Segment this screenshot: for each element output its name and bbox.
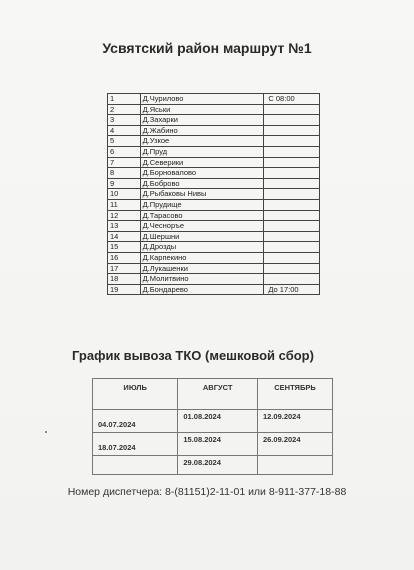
row-number: 3 <box>108 115 141 126</box>
schedule-header-row <box>93 379 333 410</box>
village-name: Д.Бондарево <box>140 284 264 295</box>
village-name: Д.Жабино <box>140 125 264 136</box>
village-name: Д.Тарасово <box>140 210 264 221</box>
date-september-1: 12.09.2024 <box>262 412 301 421</box>
table-row <box>108 125 320 136</box>
schedule-cell <box>93 410 178 433</box>
table-row <box>108 284 320 295</box>
time-cell <box>264 157 320 168</box>
row-number: 10 <box>108 189 141 200</box>
table-row <box>108 252 320 263</box>
schedule-row <box>93 410 333 433</box>
time-cell <box>264 242 320 253</box>
time-cell <box>264 221 320 232</box>
schedule-cell <box>178 456 258 475</box>
village-name: Д.Лукашенки <box>140 263 264 274</box>
date-august-2: 15.08.2024 <box>183 435 221 444</box>
schedule-row <box>93 456 333 475</box>
village-name: Д.Карпекино <box>140 252 264 263</box>
time-cell <box>264 263 320 274</box>
time-cell <box>264 210 320 221</box>
schedule-row <box>93 433 333 456</box>
table-row <box>108 199 320 210</box>
table-row <box>108 115 320 126</box>
time-cell <box>264 178 320 189</box>
route-table <box>107 93 320 295</box>
time-cell <box>264 104 320 115</box>
time-cell <box>264 168 320 179</box>
row-number: 12 <box>108 210 141 221</box>
date-july-1: 04.07.2024 <box>98 420 136 429</box>
row-number: 18 <box>108 274 141 285</box>
table-row <box>108 178 320 189</box>
date-august-1: 01.08.2024 <box>183 412 221 421</box>
schedule-cell <box>178 433 258 456</box>
time-cell <box>264 274 320 285</box>
village-name: Д.Прудище <box>140 199 264 210</box>
table-row <box>108 136 320 147</box>
table-row <box>108 104 320 115</box>
time-cell <box>264 199 320 210</box>
row-number: 16 <box>108 252 141 263</box>
date-july-2: 18.07.2024 <box>98 443 136 452</box>
table-row <box>108 221 320 232</box>
row-number: 4 <box>108 125 141 136</box>
village-name: Д.Пруд <box>140 146 264 157</box>
table-row <box>108 146 320 157</box>
time-cell <box>264 252 320 263</box>
village-name: Д.Захарки <box>140 115 264 126</box>
table-row <box>108 168 320 179</box>
row-number: 1 <box>108 94 141 105</box>
date-august-3: 29.08.2024 <box>183 458 221 467</box>
row-number: 6 <box>108 146 141 157</box>
schedule-table <box>92 378 333 475</box>
scan-speck <box>45 431 47 433</box>
page-title: Усвятский район маршрут №1 <box>102 40 312 56</box>
time-cell <box>264 115 320 126</box>
time-cell <box>264 136 320 147</box>
time-cell <box>264 231 320 242</box>
dispatcher-phone: Номер диспетчера: 8-(81151)2-11-01 или 8-911-377-18-88 <box>67 486 347 498</box>
table-row <box>108 231 320 242</box>
village-name: Д.Борновалово <box>140 168 264 179</box>
header-september: СЕНТЯБРЬ <box>257 379 332 410</box>
header-august: АВГУСТ <box>178 379 258 410</box>
time-cell: До 17:00 <box>264 284 320 295</box>
row-number: 8 <box>108 168 141 179</box>
schedule-cell <box>257 456 332 475</box>
row-number: 14 <box>108 231 141 242</box>
row-number: 7 <box>108 157 141 168</box>
row-number: 11 <box>108 199 141 210</box>
row-number: 2 <box>108 104 141 115</box>
table-row <box>108 94 320 105</box>
table-row <box>108 157 320 168</box>
row-number: 15 <box>108 242 141 253</box>
village-name: Д.Молитвино <box>140 274 264 285</box>
table-row <box>108 242 320 253</box>
row-number: 17 <box>108 263 141 274</box>
date-september-2: 26.09.2024 <box>262 435 301 444</box>
time-cell <box>264 146 320 157</box>
time-cell <box>264 125 320 136</box>
schedule-cell <box>93 456 178 475</box>
village-name: Д.Узкое <box>140 136 264 147</box>
village-name: Д.Рыбаковы Нивы <box>140 189 264 200</box>
time-cell <box>264 189 320 200</box>
village-name: Д.Чесноръе <box>140 221 264 232</box>
village-name: Д.Северики <box>140 157 264 168</box>
village-name: Д.Шершни <box>140 231 264 242</box>
table-row <box>108 210 320 221</box>
table-row <box>108 274 320 285</box>
table-row <box>108 263 320 274</box>
schedule-cell <box>257 410 332 433</box>
schedule-cell <box>93 433 178 456</box>
header-july: ИЮЛЬ <box>93 379 178 410</box>
schedule-cell <box>257 433 332 456</box>
schedule-cell <box>178 410 258 433</box>
time-cell: С 08:00 <box>264 94 320 105</box>
row-number: 9 <box>108 178 141 189</box>
village-name: Д.Дрозды <box>140 242 264 253</box>
row-number: 19 <box>108 284 141 295</box>
table-row <box>108 189 320 200</box>
row-number: 13 <box>108 221 141 232</box>
village-name: Д.Яськи <box>140 104 264 115</box>
schedule-title: График вывоза ТКО (мешковой сбор) <box>72 348 314 363</box>
village-name: Д.Чурилово <box>140 94 264 105</box>
village-name: Д.Боброво <box>140 178 264 189</box>
row-number: 5 <box>108 136 141 147</box>
